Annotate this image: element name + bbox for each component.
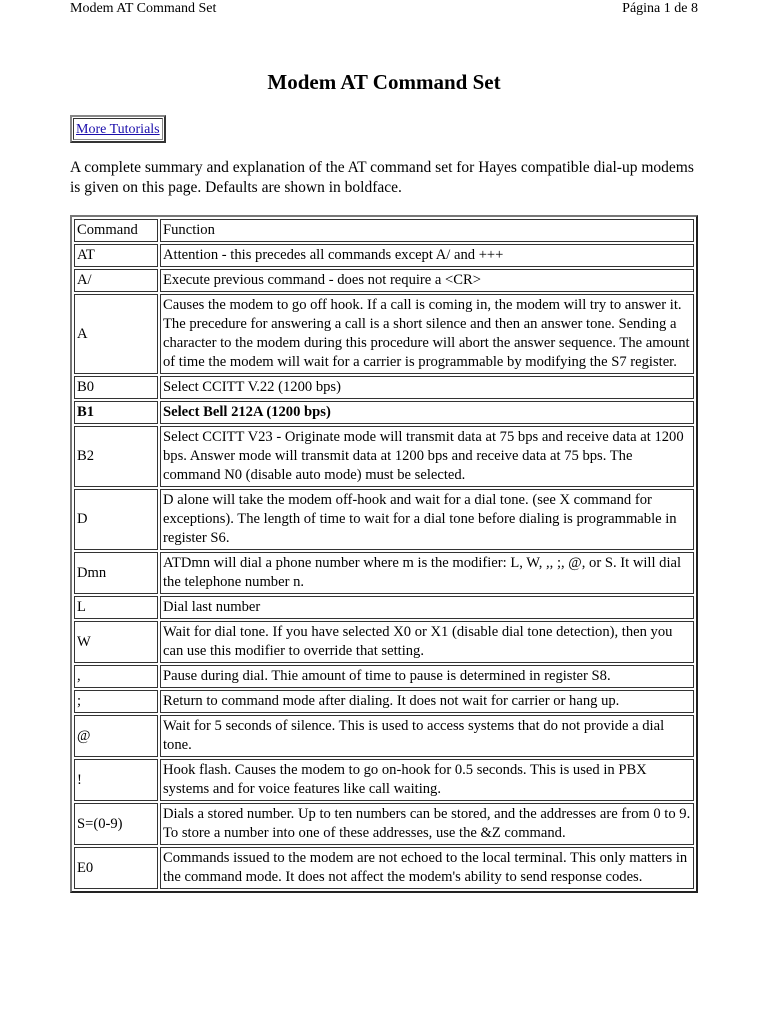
table-row	[74, 847, 694, 889]
command-table	[72, 217, 696, 891]
command-cell: Dmn	[74, 552, 158, 594]
command-cell: W	[74, 621, 158, 663]
command-cell: @	[74, 715, 158, 757]
table-row	[74, 596, 694, 619]
function-cell: Dials a stored number. Up to ten numbers can be stored, and the addresses are from 0 to 9. To store a number into one of these addresses, use the &Z command.	[160, 803, 694, 845]
table-row	[74, 759, 694, 801]
command-cell: ;	[74, 690, 158, 713]
function-cell: Wait for dial tone. If you have selected X0 or X1 (disable dial tone detection), then you can use this modifier to override that setting.	[160, 621, 694, 663]
function-cell: Attention - this precedes all commands except A/ and +++	[160, 244, 694, 267]
function-cell: Hook flash. Causes the modem to go on-hook for 0.5 seconds. This is used in PBX systems and for voice features like call waiting.	[160, 759, 694, 801]
table-row	[74, 244, 694, 267]
table-row	[74, 552, 694, 594]
header-page-number: Página 1 de 8	[622, 1, 698, 16]
table-row	[74, 376, 694, 399]
command-cell: B2	[74, 426, 158, 487]
function-cell: Commands issued to the modem are not echoed to the local terminal. This only matters in the command mode. It does not affect the modem's ability to send response codes.	[160, 847, 694, 889]
page-title: Modem AT Command Set	[267, 70, 501, 94]
table-row	[74, 690, 694, 713]
table-row	[74, 489, 694, 550]
command-cell: A/	[74, 269, 158, 292]
command-cell: A	[74, 294, 158, 374]
command-cell: E0	[74, 847, 158, 889]
function-cell: Select Bell 212A (1200 bps)	[160, 401, 694, 424]
column-header-function: Function	[160, 219, 694, 242]
tutorials-box	[70, 115, 166, 143]
function-cell: Wait for 5 seconds of silence. This is used to access systems that do not provide a dial tone.	[160, 715, 694, 757]
table-row	[74, 269, 694, 292]
command-cell: B1	[74, 401, 158, 424]
column-header-command: Command	[74, 219, 158, 242]
page-header	[70, 0, 698, 20]
command-cell: AT	[74, 244, 158, 267]
intro-paragraph: A complete summary and explanation of the AT command set for Hayes compatible dial-up modems is given on this page. Defaults are shown in boldface.	[70, 159, 694, 196]
table-row	[74, 294, 694, 374]
function-cell: D alone will take the modem off-hook and wait for a dial tone. (see X command for exceptions). The length of time to wait for a dial tone before dialing is programmable in register S6.	[160, 489, 694, 550]
more-tutorials-link[interactable]: More Tutorials	[76, 122, 160, 137]
command-cell: L	[74, 596, 158, 619]
function-cell: Pause during dial. Thie amount of time to pause is determined in register S8.	[160, 665, 694, 688]
function-cell: Select CCITT V.22 (1200 bps)	[160, 376, 694, 399]
table-row	[74, 803, 694, 845]
function-cell: Return to command mode after dialing. It does not wait for carrier or hang up.	[160, 690, 694, 713]
table-row	[74, 715, 694, 757]
function-cell: Dial last number	[160, 596, 694, 619]
function-cell: ATDmn will dial a phone number where m is the modifier: L, W, ,, ;, @, or S. It will dial the telephone number n.	[160, 552, 694, 594]
function-cell: Execute previous command - does not require a <CR>	[160, 269, 694, 292]
table-row	[74, 665, 694, 688]
table-row	[74, 426, 694, 487]
command-cell: ,	[74, 665, 158, 688]
table-row	[74, 621, 694, 663]
tutorials-cell	[73, 118, 163, 140]
header-doc-title: Modem AT Command Set	[70, 1, 217, 16]
command-table-body	[74, 244, 694, 889]
table-header-row	[74, 219, 694, 242]
command-cell: B0	[74, 376, 158, 399]
command-cell: D	[74, 489, 158, 550]
function-cell: Select CCITT V23 - Originate mode will transmit data at 75 bps and receive data at 1200 bps. Answer mode will transmit data at 1200 bps and receive data at 75 bps. The command N0 (disable auto mode) must be selected.	[160, 426, 694, 487]
command-table-wrapper	[70, 215, 698, 893]
command-cell: !	[74, 759, 158, 801]
command-cell: S=(0-9)	[74, 803, 158, 845]
table-row	[74, 401, 694, 424]
function-cell: Causes the modem to go off hook. If a call is coming in, the modem will try to answer it. The precedure for answering a call is a short silence and then an answer tone. Sending a character to the modem during this procedure will abort the answer sequence. The amount of time the modem will wait for a carrier is programmable by modifying the S7 register.	[160, 294, 694, 374]
